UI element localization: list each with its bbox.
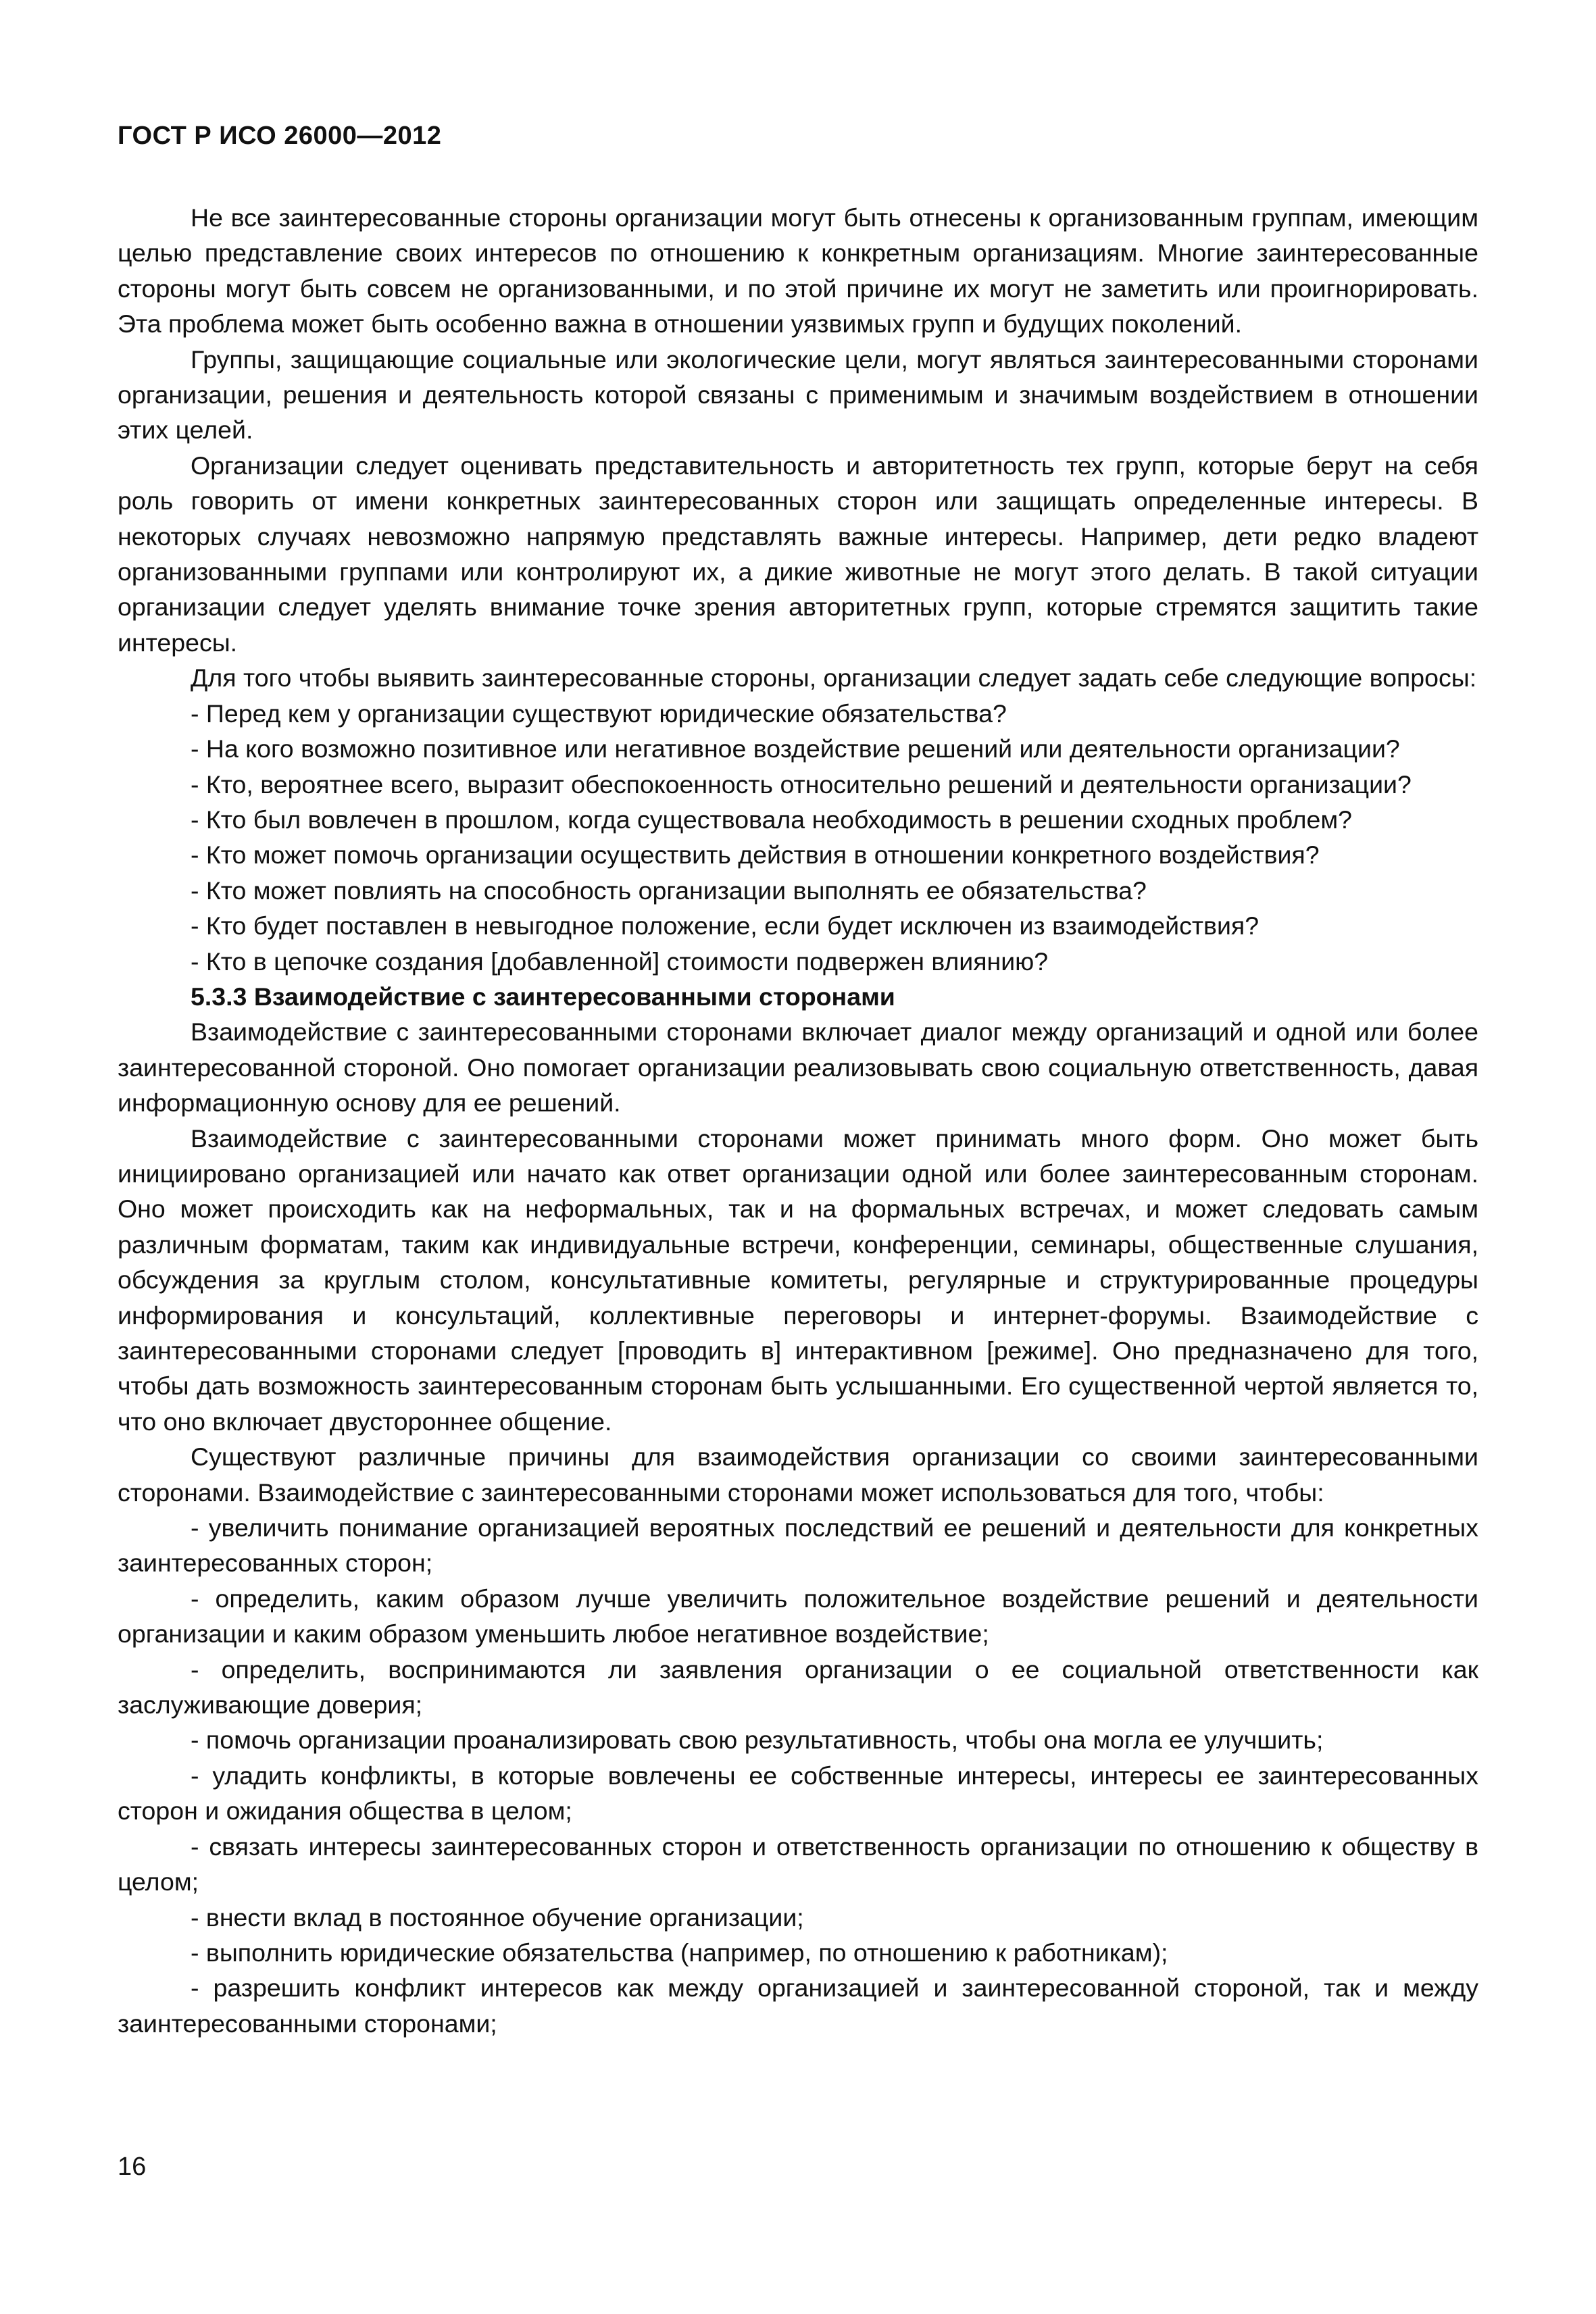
list-item: - связать интересы заинтересованных сторон и ответственность организации по отношению к обществу в целом; [118, 1832, 1478, 1896]
list-item: - помочь организации проанализировать свою результативность, чтобы она могла ее улучшить; [191, 1726, 1324, 1755]
list-item: - Перед кем у организации существуют юридические обязательства? [191, 699, 1007, 728]
list-item: - Кто в цепочке создания [добавленной] стоимости подвержен влиянию? [191, 947, 1049, 976]
list-item: - На кого возможно позитивное или негативное воздействие решений или деятельности организации? [191, 734, 1400, 763]
page-number: 16 [118, 2153, 147, 2181]
list-item: - Кто будет поставлен в невыгодное положение, если будет исключен из взаимодействия? [191, 911, 1260, 940]
section-heading: 5.3.3 Взаимодействие с заинтересованными сторонами [191, 982, 895, 1011]
list-item: - уладить конфликты, в которые вовлечены ее собственные интересы, интересы ее заинтересованных сторон и ожидания общества в целом; [118, 1761, 1478, 1826]
paragraph: Взаимодействие с заинтересованными сторонами включает диалог между организаций и одной или более заинтересованной стороной. Оно помогает организации реализовывать свою социальную ответственность, давая информационную основу для ее решений. [118, 1017, 1478, 1117]
list-item: - Кто может помочь организации осуществить действия в отношении конкретного воздействия? [191, 840, 1320, 870]
list-item: - Кто может повлиять на способность организации выполнять ее обязательства? [191, 876, 1147, 905]
paragraph: Существуют различные причины для взаимодействия организации со своими заинтересованными сторонами. Взаимодействие с заинтересованными сторонами может использоваться для того, чтобы: [118, 1442, 1478, 1507]
list-item: - определить, воспринимаются ли заявления организации о ее социальной ответственности как заслуживающие доверия; [118, 1655, 1478, 1719]
list-item: - увеличить понимание организацией вероятных последствий ее решений и деятельности для конкретных заинтересованных сторон; [118, 1513, 1478, 1578]
list-item: - Кто, вероятнее всего, выразит обеспокоенность относительно решений и деятельности организации? [191, 770, 1412, 799]
list-item: - Кто был вовлечен в прошлом, когда существовала необходимость в решении сходных проблем? [191, 805, 1352, 834]
paragraph: Не все заинтересованные стороны организации могут быть отнесены к организованным группам, имеющим целью представление своих интересов по отношению к конкретным организациям. Многие заинтересованные стороны могут быть совсем не организованными, и по этой причине их могут не заметить или проигнорировать. Эта проблема может быть особенно важна в отношении уязвимых групп и будущих поколений. [118, 203, 1478, 338]
paragraph: Организации следует оценивать представительность и авторитетность тех групп, которые берут на себя роль говорить от имени конкретных заинтересованных сторон или защищать определенные интересы. В некоторых случаях невозможно напрямую представлять важные интересы. Например, дети редко владеют организованными группами или контролируют их, а дикие животные не могут этого делать. В такой ситуации организации следует уделять внимание точке зрения авторитетных групп, которые стремятся защитить такие интересы. [118, 451, 1478, 657]
paragraph: Взаимодействие с заинтересованными сторонами может принимать много форм. Оно может быть инициировано организацией или начато как ответ организации одной или более заинтересованным сторонам. Оно может происходить как на неформальных, так и на формальных встречах, и может следовать самым различным форматам, таким как индивидуальные встречи, конференции, семинары, общественные слушания, обсуждения за круглым столом, консультативные комитеты, регулярные и структурированные процедуры информирования и консультаций, коллективные переговоры и интернет-форумы. Взаимодействие с заинтересованными сторонами следует [проводить в] интерактивном [режиме]. Оно предназначено для того, чтобы дать возможность заинтересованным сторонам быть услышанными. Его существенной чертой является то, что оно включает двустороннее общение. [118, 1124, 1478, 1436]
paragraph: Группы, защищающие социальные или экологические цели, могут являться заинтересованными сторонами организации, решения и деятельность которой связаны с применимым и значимым воздействием в отношении этих целей. [118, 345, 1478, 445]
list-item: - разрешить конфликт интересов как между организацией и заинтересованной стороной, так и между заинтересованными сторонами; [118, 1973, 1478, 2038]
list-item: - определить, каким образом лучше увеличить положительное воздействие решений и деятельности организации и каким образом уменьшить любое негативное воздействие; [118, 1584, 1478, 1649]
standard-header: ГОСТ Р ИСО 26000—2012 [118, 122, 442, 150]
list-item: - внести вклад в постоянное обучение организации; [191, 1903, 804, 1932]
list-item: - выполнить юридические обязательства (например, по отношению к работникам); [191, 1938, 1168, 1967]
body-text [118, 200, 1478, 2041]
paragraph: Для того чтобы выявить заинтересованные стороны, организации следует задать себе следующие вопросы: [191, 663, 1477, 693]
